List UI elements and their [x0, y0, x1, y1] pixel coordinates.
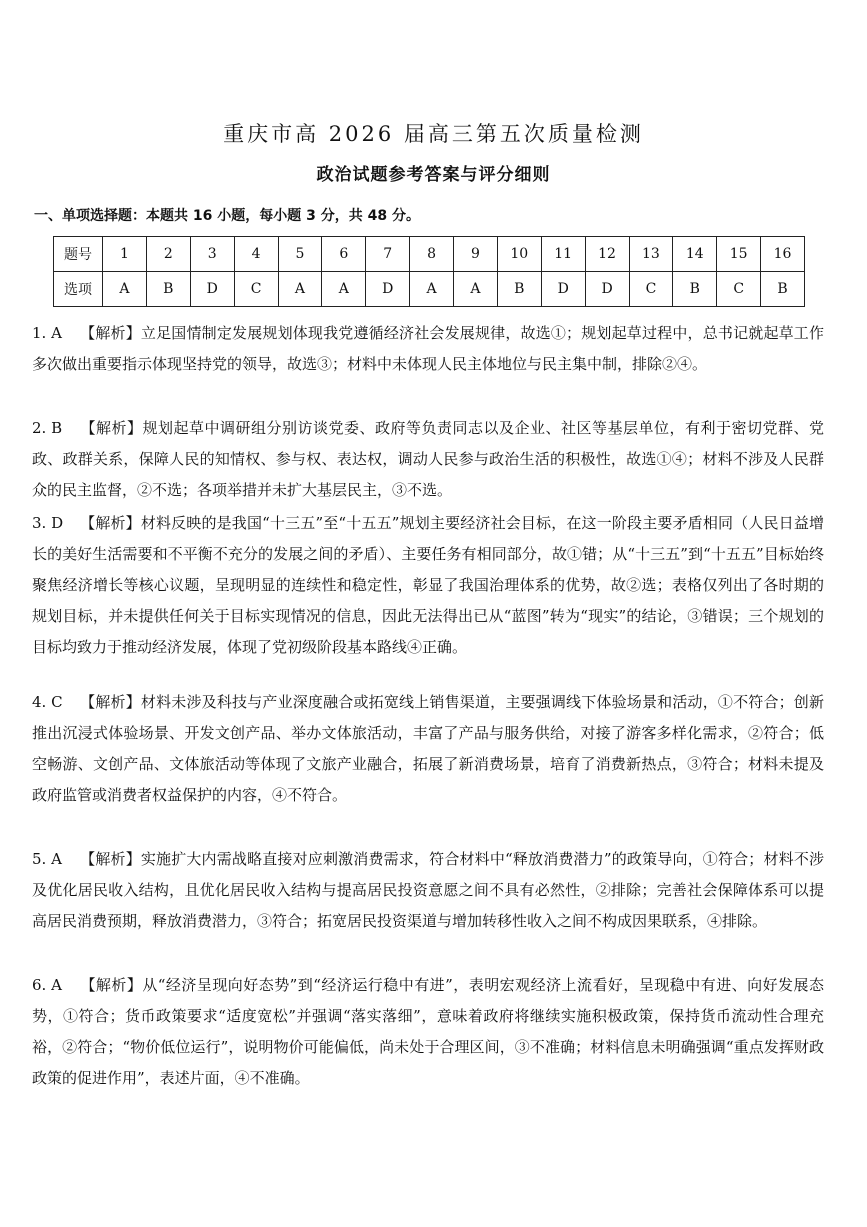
answer-option: A	[103, 272, 147, 307]
explanation-text: 【解析】立足国情制定发展规划体现我党遵循经济社会发展规律，故选①；规划起草过程中，总书记就起草工作多次做出重要指示体现坚持党的领导，故选③；材料中未体现人民主体地位与民主集中制，排除②④。	[32, 324, 824, 373]
answer-option: B	[146, 272, 190, 307]
answer-option: C	[234, 272, 278, 307]
answer-option: D	[585, 272, 629, 307]
answer-option: D	[366, 272, 410, 307]
page-subtitle: 政治试题参考答案与评分细则	[316, 165, 551, 185]
question-number: 12	[585, 237, 629, 272]
answer-option: D	[190, 272, 234, 307]
row-label-option: 选项	[54, 272, 103, 307]
question-number: 13	[629, 237, 673, 272]
question-answer-label: 3. D	[32, 514, 64, 532]
section-heading: 一、单项选择题：本题共 16 小题，每小题 3 分，共 48 分。	[34, 208, 420, 224]
question-number: 14	[673, 237, 717, 272]
question-answer-label: 6. A	[32, 976, 62, 994]
answer-option: B	[761, 272, 805, 307]
question-answer-label: 1. A	[32, 324, 62, 342]
explanation-item	[32, 687, 824, 811]
explanation-item	[32, 844, 824, 937]
explanation-text: 【解析】从“经济呈现向好态势”到“经济运行稳中有进”，表明宏观经济上流看好，呈现稳中有进、向好发展态势，①符合；货币政策要求“适度宽松”并强调“落实落细”，意味着政府将继续实施积极政策，保持货币流动性合理充裕，②符合；“物价低位运行”，说明物价可能偏低，尚未处于合理区间，③不准确；材料信息未明确强调“重点发挥财政政策的促进作用”，表述片面，④不准确。	[32, 976, 824, 1087]
question-number: 4	[234, 237, 278, 272]
question-answer-label: 2. B	[32, 419, 63, 437]
question-number: 1	[103, 237, 147, 272]
question-number: 2	[146, 237, 190, 272]
answer-option: C	[717, 272, 761, 307]
explanation-item	[32, 318, 824, 380]
explanation-text: 【解析】实施扩大内需战略直接对应刺激消费需求，符合材料中“释放消费潜力”的政策导向，①符合；材料不涉及优化居民收入结构，且优化居民收入结构与提高居民投资意愿之间不具有必然性，②排除；完善社会保障体系可以提高居民消费预期，释放消费潜力，③符合；拓宽居民投资渠道与增加转移性收入之间不构成因果联系，④排除。	[32, 850, 824, 930]
answer-option: B	[497, 272, 541, 307]
answer-option: B	[673, 272, 717, 307]
question-number: 3	[190, 237, 234, 272]
answer-option: A	[410, 272, 454, 307]
answer-table-number-row	[54, 237, 805, 272]
answer-table	[53, 236, 805, 307]
explanation-item	[32, 970, 824, 1094]
question-number: 7	[366, 237, 410, 272]
question-answer-label: 5. A	[32, 850, 62, 868]
explanation-text: 【解析】材料未涉及科技与产业深度融合或拓宽线上销售渠道，主要强调线下体验场景和活动，①不符合；创新推出沉浸式体验场景、开发文创产品、举办文体旅活动，丰富了产品与服务供给，对接了游客多样化需求，②符合；低空畅游、文创产品、文体旅活动等体现了文旅产业融合，拓展了新消费场景，培育了消费新热点，③符合；材料未提及政府监管或消费者权益保护的内容，④不符合。	[32, 693, 824, 804]
explanation-item	[32, 508, 824, 663]
question-number: 9	[454, 237, 498, 272]
explanation-text: 【解析】材料反映的是我国“十三五”至“十五五”规划主要经济社会目标，在这一阶段主要矛盾相同（人民日益增长的美好生活需要和不平衡不充分的发展之间的矛盾）、主要任务有相同部分，故①错；从“十三五”到“十五五”目标始终聚焦经济增长等核心议题，呈现明显的连续性和稳定性，彰显了我国治理体系的优势，故②选；表格仅列出了各时期的规划目标，并未提供任何关于目标实现情况的信息，因此无法得出已从“蓝图”转为“现实”的结论，③错误；三个规划的目标均致力于推动经济发展，体现了党初级阶段基本路线④正确。	[32, 514, 824, 656]
page-title: 重庆市高 2026 届高三第五次质量检测	[223, 122, 644, 146]
answer-option: C	[629, 272, 673, 307]
answer-option: A	[322, 272, 366, 307]
explanation-text: 【解析】规划起草中调研组分别访谈党委、政府等负责同志以及企业、社区等基层单位，有利于密切党群、党政、政群关系，保障人民的知情权、参与权、表达权，调动人民参与政治生活的积极性，故选①④；材料不涉及人民群众的民主监督，②不选；各项举措并未扩大基层民主，③不选。	[32, 419, 824, 499]
answer-option: A	[454, 272, 498, 307]
question-number: 16	[761, 237, 805, 272]
explanation-item	[32, 413, 824, 506]
answer-option: A	[278, 272, 322, 307]
question-number: 11	[541, 237, 585, 272]
question-number: 10	[497, 237, 541, 272]
question-number: 5	[278, 237, 322, 272]
answer-table-option-row	[54, 272, 805, 307]
answer-option: D	[541, 272, 585, 307]
question-number: 8	[410, 237, 454, 272]
row-label-number: 题号	[54, 237, 103, 272]
question-answer-label: 4. C	[32, 693, 63, 711]
question-number: 15	[717, 237, 761, 272]
question-number: 6	[322, 237, 366, 272]
